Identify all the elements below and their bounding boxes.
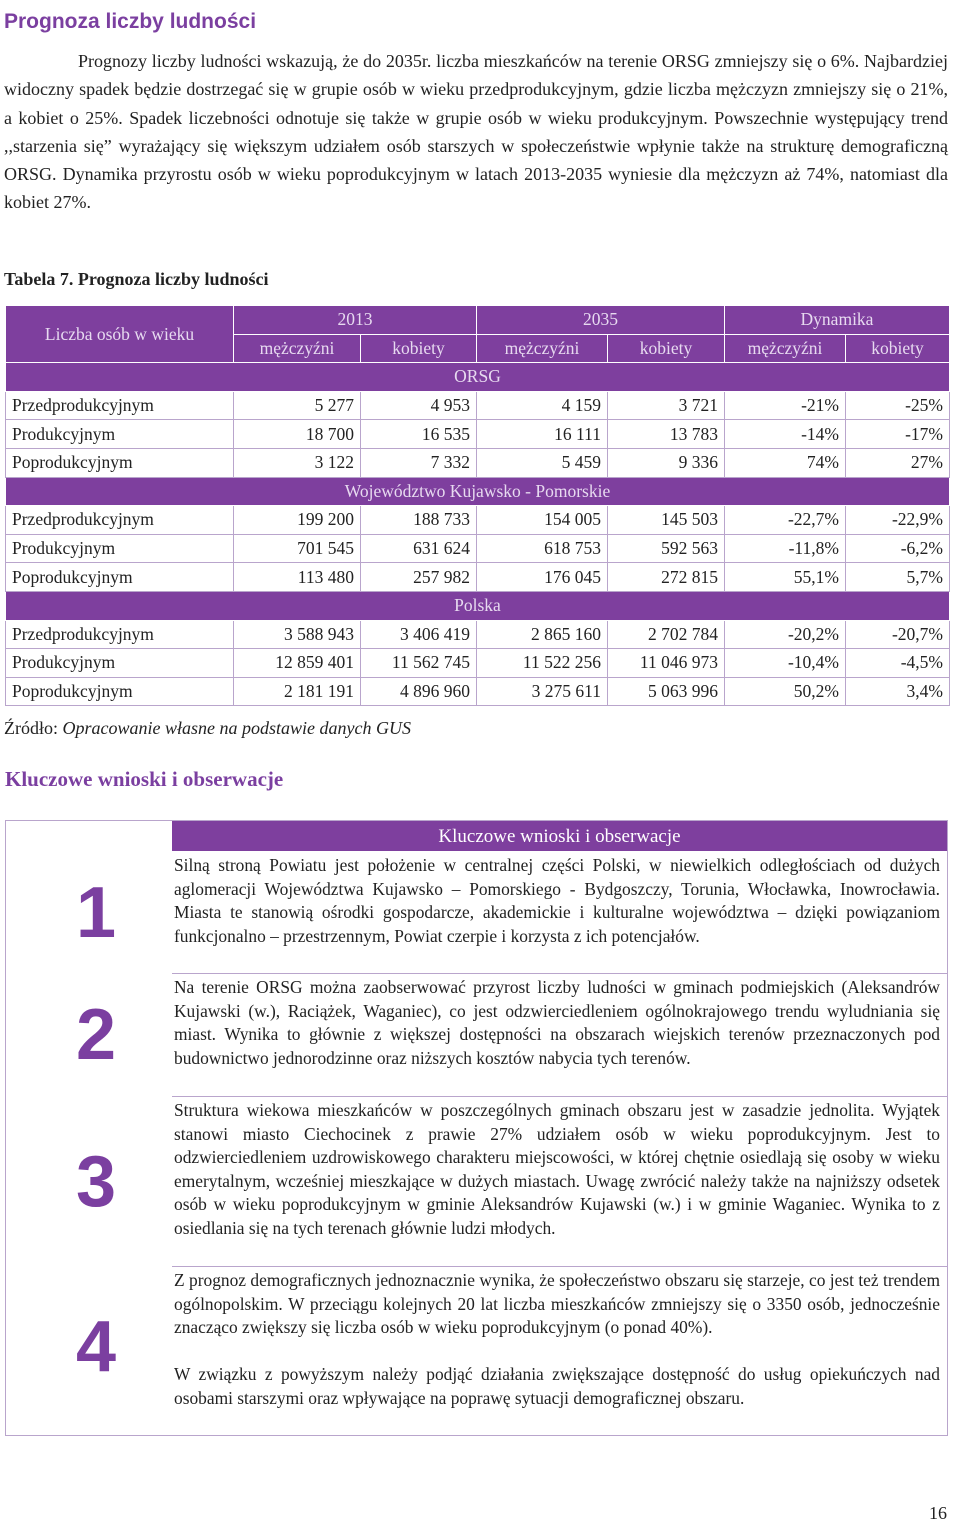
table-cell: -22,7% [725,506,846,535]
table-cell: 2 865 160 [477,620,608,649]
table-cell: 3 721 [608,391,725,420]
header-gender: mężczyźni [725,334,846,363]
table-cell: 4 159 [477,391,608,420]
row-label: Przedprodukcyjnym [6,391,234,420]
number-2-icon: 2 [75,995,117,1075]
header-gender: mężczyźni [234,334,361,363]
table-cell: 257 982 [361,563,477,592]
section-label: Województwo Kujawsko - Pomorskie [6,477,950,506]
table-cell: -22,9% [846,506,950,535]
row-label: Przedprodukcyjnym [6,620,234,649]
table-cell: -21% [725,391,846,420]
header-gender: kobiety [608,334,725,363]
row-label: Produkcyjnym [6,649,234,678]
table-cell: 74% [725,448,846,477]
source-text: Opracowanie własne na podstawie danych GUS [62,718,411,738]
table-row [6,620,950,649]
row-label: Poprodukcyjnym [6,563,234,592]
table-cell: 7 332 [361,448,477,477]
row-label: Przedprodukcyjnym [6,506,234,535]
table-cell: 631 624 [361,534,477,563]
table-row [6,391,950,420]
table-cell: 50,2% [725,677,846,706]
table-cell: 2 181 191 [234,677,361,706]
divider [172,1266,947,1267]
row-label: Produkcyjnym [6,420,234,449]
row-label: Poprodukcyjnym [6,677,234,706]
table-caption: Tabela 7. Prognoza liczby ludności [4,269,269,289]
header-dynamics: Dynamika [725,306,950,335]
table-row [6,448,950,477]
conclusion-2-text: Na terenie ORSG można zaobserwować przyrost liczby ludności w gminach podmiejskich (Aleksandrów Kujawski (w.), Raciążek, Waganiec), co jest odzwierciedleniem ogólnokrajowego trendu wyludniania się miast. Wynika to głównie z większej dostępności na obszarach wiejskich terenów przeznaczonych pod budownictwo jednorodzinne oraz niższych kosztów nabycia tych terenów. [174,977,940,1068]
table-cell: 4 896 960 [361,677,477,706]
table-cell: -4,5% [846,649,950,678]
table-cell: 618 753 [477,534,608,563]
table-cell: 145 503 [608,506,725,535]
section-row [6,363,950,392]
table-cell: 5 459 [477,448,608,477]
table-cell: 18 700 [234,420,361,449]
table-cell: 3 406 419 [361,620,477,649]
table-cell: 12 859 401 [234,649,361,678]
table-cell: 199 200 [234,506,361,535]
table-cell: 701 545 [234,534,361,563]
row-label: Produkcyjnym [6,534,234,563]
table-cell: 3,4% [846,677,950,706]
intro-text-3: Powszechnie występujący trend ,,starzenia się” wyrażający się większym udziałem osób starszych w społeczeństwie wpłynie także na strukturę demograficzną ORSG. Dynamika przyrostu osób w wieku poprodukcyjnym w latach 2013-2035 wyniesie dla mężczyzn aż 74%, natomiast dla kobiet 27%. [4,107,949,213]
table-cell: 5 063 996 [608,677,725,706]
header-gender: mężczyźni [477,334,608,363]
table-cell: -6,2% [846,534,950,563]
table-header-years [6,306,950,335]
table-cell: 13 783 [608,420,725,449]
divider [172,973,947,974]
divider [172,1096,947,1097]
section-row [6,477,950,506]
table-cell: 9 336 [608,448,725,477]
number-4-icon: 4 [75,1307,117,1387]
table-cell: -20,7% [846,620,950,649]
table-cell: 154 005 [477,506,608,535]
intro-text-1: Prognozy liczby ludności wskazują, że do 2035r. liczba mieszkańców na terenie ORSG zmniejszy się o 6%. Najbardziej widoczny spadek będzie dostrzegać się w grupie osób w wieku przedprodukcyjnym, gdzie liczba mężczyzn zmniejszy się o 21%, a kobiet o 25%. [4,51,948,128]
table-row [6,506,950,535]
header-gender: kobiety [846,334,950,363]
section-title: Kluczowe wnioski i obserwacje [5,767,284,791]
table-cell: 11 046 973 [608,649,725,678]
header-gender: kobiety [361,334,477,363]
table-cell: 5,7% [846,563,950,592]
table-row [6,420,950,449]
table-cell: 11 522 256 [477,649,608,678]
table-cell: 2 702 784 [608,620,725,649]
conclusions-box [5,820,948,1436]
table-cell: 16 535 [361,420,477,449]
table-body [6,306,950,706]
table-cell: 11 562 745 [361,649,477,678]
conclusions-header: Kluczowe wnioski i obserwacje [172,821,947,851]
header-year-2013: 2013 [234,306,477,335]
table-row [6,534,950,563]
row-label: Poprodukcyjnym [6,448,234,477]
section-label: ORSG [6,363,950,392]
table-cell: -17% [846,420,950,449]
section-row [6,591,950,620]
page-title: Prognoza liczby ludności [4,10,257,34]
table-cell: 4 953 [361,391,477,420]
table-row [6,677,950,706]
table-cell: -25% [846,391,950,420]
population-forecast-table [5,305,950,706]
source-prefix: Źródło: [4,718,58,738]
table-row [6,649,950,678]
table-cell: -11,8% [725,534,846,563]
table-cell: 3 122 [234,448,361,477]
conclusion-4-text-a: Z prognoz demograficznych jednoznacznie wynika, że społeczeństwo obszaru się starzeje, co jest też trendem ogólnopolskim. W przeciągu kolejnych 20 lat liczba mieszkańców zmniejszy się o 3350 osób, jednocześnie znacząco zwiększy się liczba osób w wieku poprodukcyjnym (o ponad 40%). [174,1270,940,1337]
intro-text-2: Spadek liczebności odnotuje się także w grupie osób w wieku produkcyjnym. [129,107,708,128]
number-1-icon: 1 [75,873,117,953]
table-cell: 176 045 [477,563,608,592]
table-cell: -20,2% [725,620,846,649]
header-year-2035: 2035 [477,306,725,335]
table-cell: 27% [846,448,950,477]
section-label: Polska [6,591,950,620]
table-row [6,563,950,592]
header-corner: Liczba osób w wieku [6,306,234,363]
table-cell: 3 588 943 [234,620,361,649]
table-cell: 592 563 [608,534,725,563]
table-cell: -10,4% [725,649,846,678]
number-3-icon: 3 [75,1142,117,1222]
intro-paragraph [4,47,948,217]
table-cell: 188 733 [361,506,477,535]
table-cell: -14% [725,420,846,449]
table-cell: 113 480 [234,563,361,592]
conclusion-1-text: Silną stroną Powiatu jest położenie w centralnej części Polski, w niewielkich odległościach od dużych aglomeracji Województwa Kujawsko – Pomorskiego - Bydgoszczy, Torunia, Włocławka, Inowrocławia. Miasta te stanowią ośrodki gospodarcze, akademickie i kulturalne województwa – dzięki powiązaniom funkcjonalno – przestrzennym, Powiat czerpie i korzysta z ich potencjałów. [174,855,940,946]
source-note [4,718,411,739]
table-cell: 5 277 [234,391,361,420]
table-cell: 272 815 [608,563,725,592]
page-number: 16 [929,1503,947,1523]
table-cell: 16 111 [477,420,608,449]
table-cell: 55,1% [725,563,846,592]
conclusion-4-text-b: W związku z powyższym należy podjąć działania zwiększające dostępność do usług opiekuńczych nad osobami starszymi oraz wpływające na poprawę sytuacji demograficznej obszaru. [174,1364,940,1408]
conclusion-3-text: Struktura wiekowa mieszkańców w poszczególnych gminach obszaru jest w zasadzie jednolita. Wyjątek stanowi miasto Ciechocinek z prawie 27% udziałem osób w wieku poprodukcyjnym. Jest to odzwierciedleniem uzdrowiskowego charakteru miejscowości, w której chętnie osiedlają się osoby w wieku emerytalnym, wcześniej mieszkające w dużych miastach. Uwagę zwrócić należy także na najniższy odsetek osób w wieku poprodukcyjnym w gminie Aleksandrów Kujawski (w.) i w gminie Waganiec. Wynika to z osiedlania się na tych terenach głównie ludzi młodych. [174,1100,940,1238]
table-cell: 3 275 611 [477,677,608,706]
